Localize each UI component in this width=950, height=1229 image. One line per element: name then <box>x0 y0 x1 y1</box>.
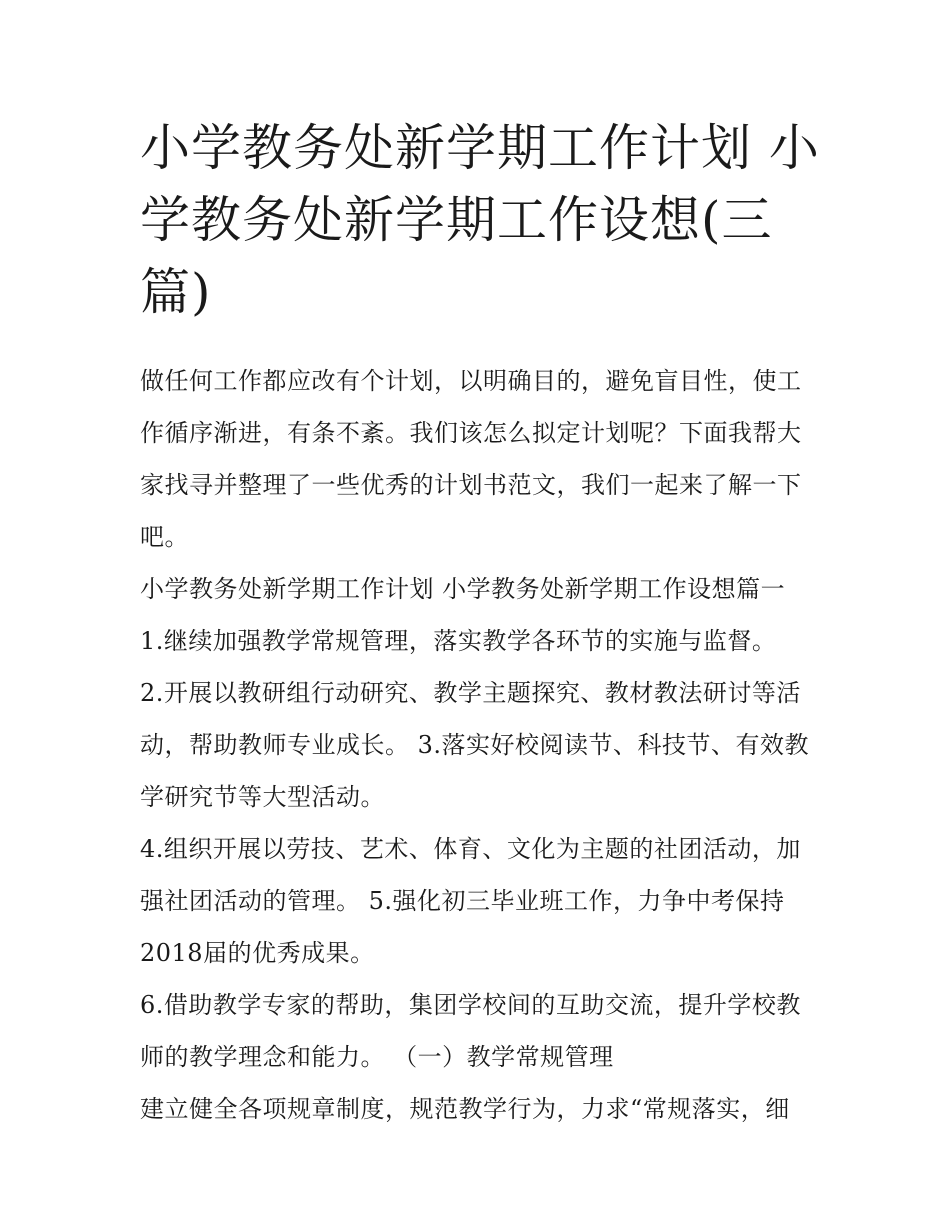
document-body <box>140 355 812 1135</box>
paragraph-intro: 做任何工作都应改有个计划，以明确目的，避免盲目性，使工作循序渐进，有条不紊。我们该怎么拟定计划呢？下面我帮大家找寻并整理了一些优秀的计划书范文，我们一起来了解一下吧。 <box>140 367 802 551</box>
paragraph-items-4-5: 4.组织开展以劳技、艺术、体育、文化为主题的社团活动，加强社团活动的管理。 5.强化初三毕业班工作，力争中考保持2018届的优秀成果。 <box>140 835 801 967</box>
paragraph-item-6: 6.借助教学专家的帮助，集团学校间的互助交流，提升学校教师的教学理念和能力。 （一）教学常规管理 <box>140 991 801 1071</box>
document-title: 小学教务处新学期工作计划 小学教务处新学期工作设想(三篇) <box>140 119 820 321</box>
paragraph-section-heading: 小学教务处新学期工作计划 小学教务处新学期工作设想篇一 <box>140 575 786 603</box>
paragraph-item-1: 1.继续加强教学常规管理，落实教学各环节的实施与监督。 <box>140 627 777 655</box>
paragraph-regulations: 建立健全各项规章制度，规范教学行为，力求“常规落实，细 <box>140 1095 790 1123</box>
paragraph-items-2-3: 2.开展以教研组行动研究、教学主题探究、教材教法研讨等活动，帮助教师专业成长。 3.落实好校阅读节、科技节、有效教学研究节等大型活动。 <box>140 679 810 811</box>
